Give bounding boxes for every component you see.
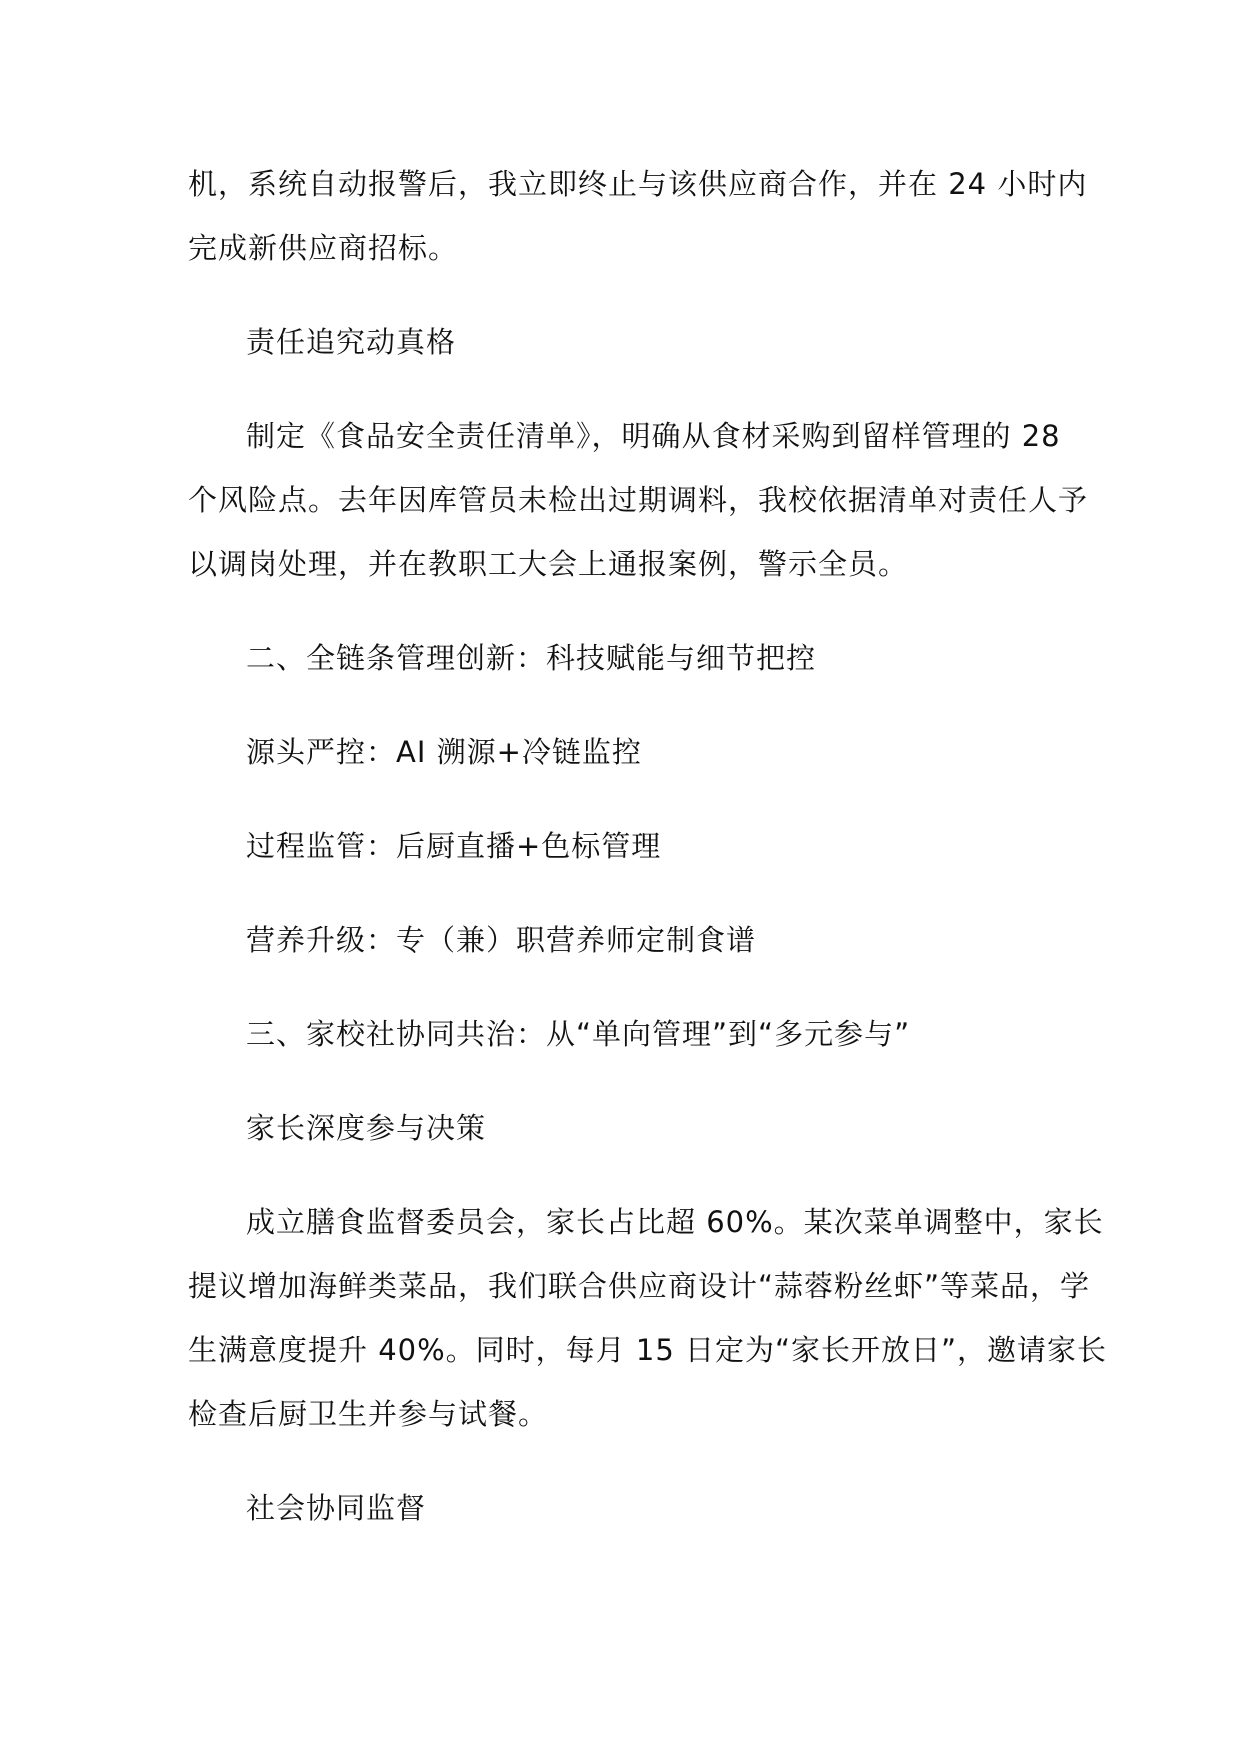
paragraph-line: 个风险点。去年因库管员未检出过期调料，我校依据清单对责任人予 xyxy=(188,483,1089,517)
section-heading: 三、家校社协同共治：从“单向管理”到“多元参与” xyxy=(246,1017,911,1051)
section-heading: 二、全链条管理创新：科技赋能与细节把控 xyxy=(246,641,817,675)
subheading: 营养升级：专（兼）职营养师定制食谱 xyxy=(246,923,757,957)
subheading: 源头严控：AI 溯源+冷链监控 xyxy=(246,735,642,769)
paragraph-line: 以调岗处理，并在教职工大会上通报案例，警示全员。 xyxy=(188,547,909,581)
subheading: 过程监管：后厨直播+色标管理 xyxy=(246,829,662,863)
paragraph-line: 检查后厨卫生并参与试餐。 xyxy=(188,1397,549,1431)
paragraph-line: 成立膳食监督委员会，家长占比超 60%。某次菜单调整中，家长 xyxy=(246,1205,1104,1239)
paragraph-line: 完成新供应商招标。 xyxy=(188,231,459,265)
subheading: 家长深度参与决策 xyxy=(246,1111,487,1145)
paragraph-line: 生满意度提升 40%。同时，每月 15 日定为“家长开放日”，邀请家长 xyxy=(188,1333,1108,1367)
paragraph-line: 提议增加海鲜类菜品，我们联合供应商设计“蒜蓉粉丝虾”等菜品，学 xyxy=(188,1269,1091,1303)
subheading: 社会协同监督 xyxy=(246,1491,427,1525)
subheading: 责任追究动真格 xyxy=(246,325,457,359)
paragraph-line: 机，系统自动报警后，我立即终止与该供应商合作，并在 24 小时内 xyxy=(188,167,1088,201)
paragraph-line: 制定《食品安全责任清单》，明确从食材采购到留样管理的 28 xyxy=(246,419,1061,453)
